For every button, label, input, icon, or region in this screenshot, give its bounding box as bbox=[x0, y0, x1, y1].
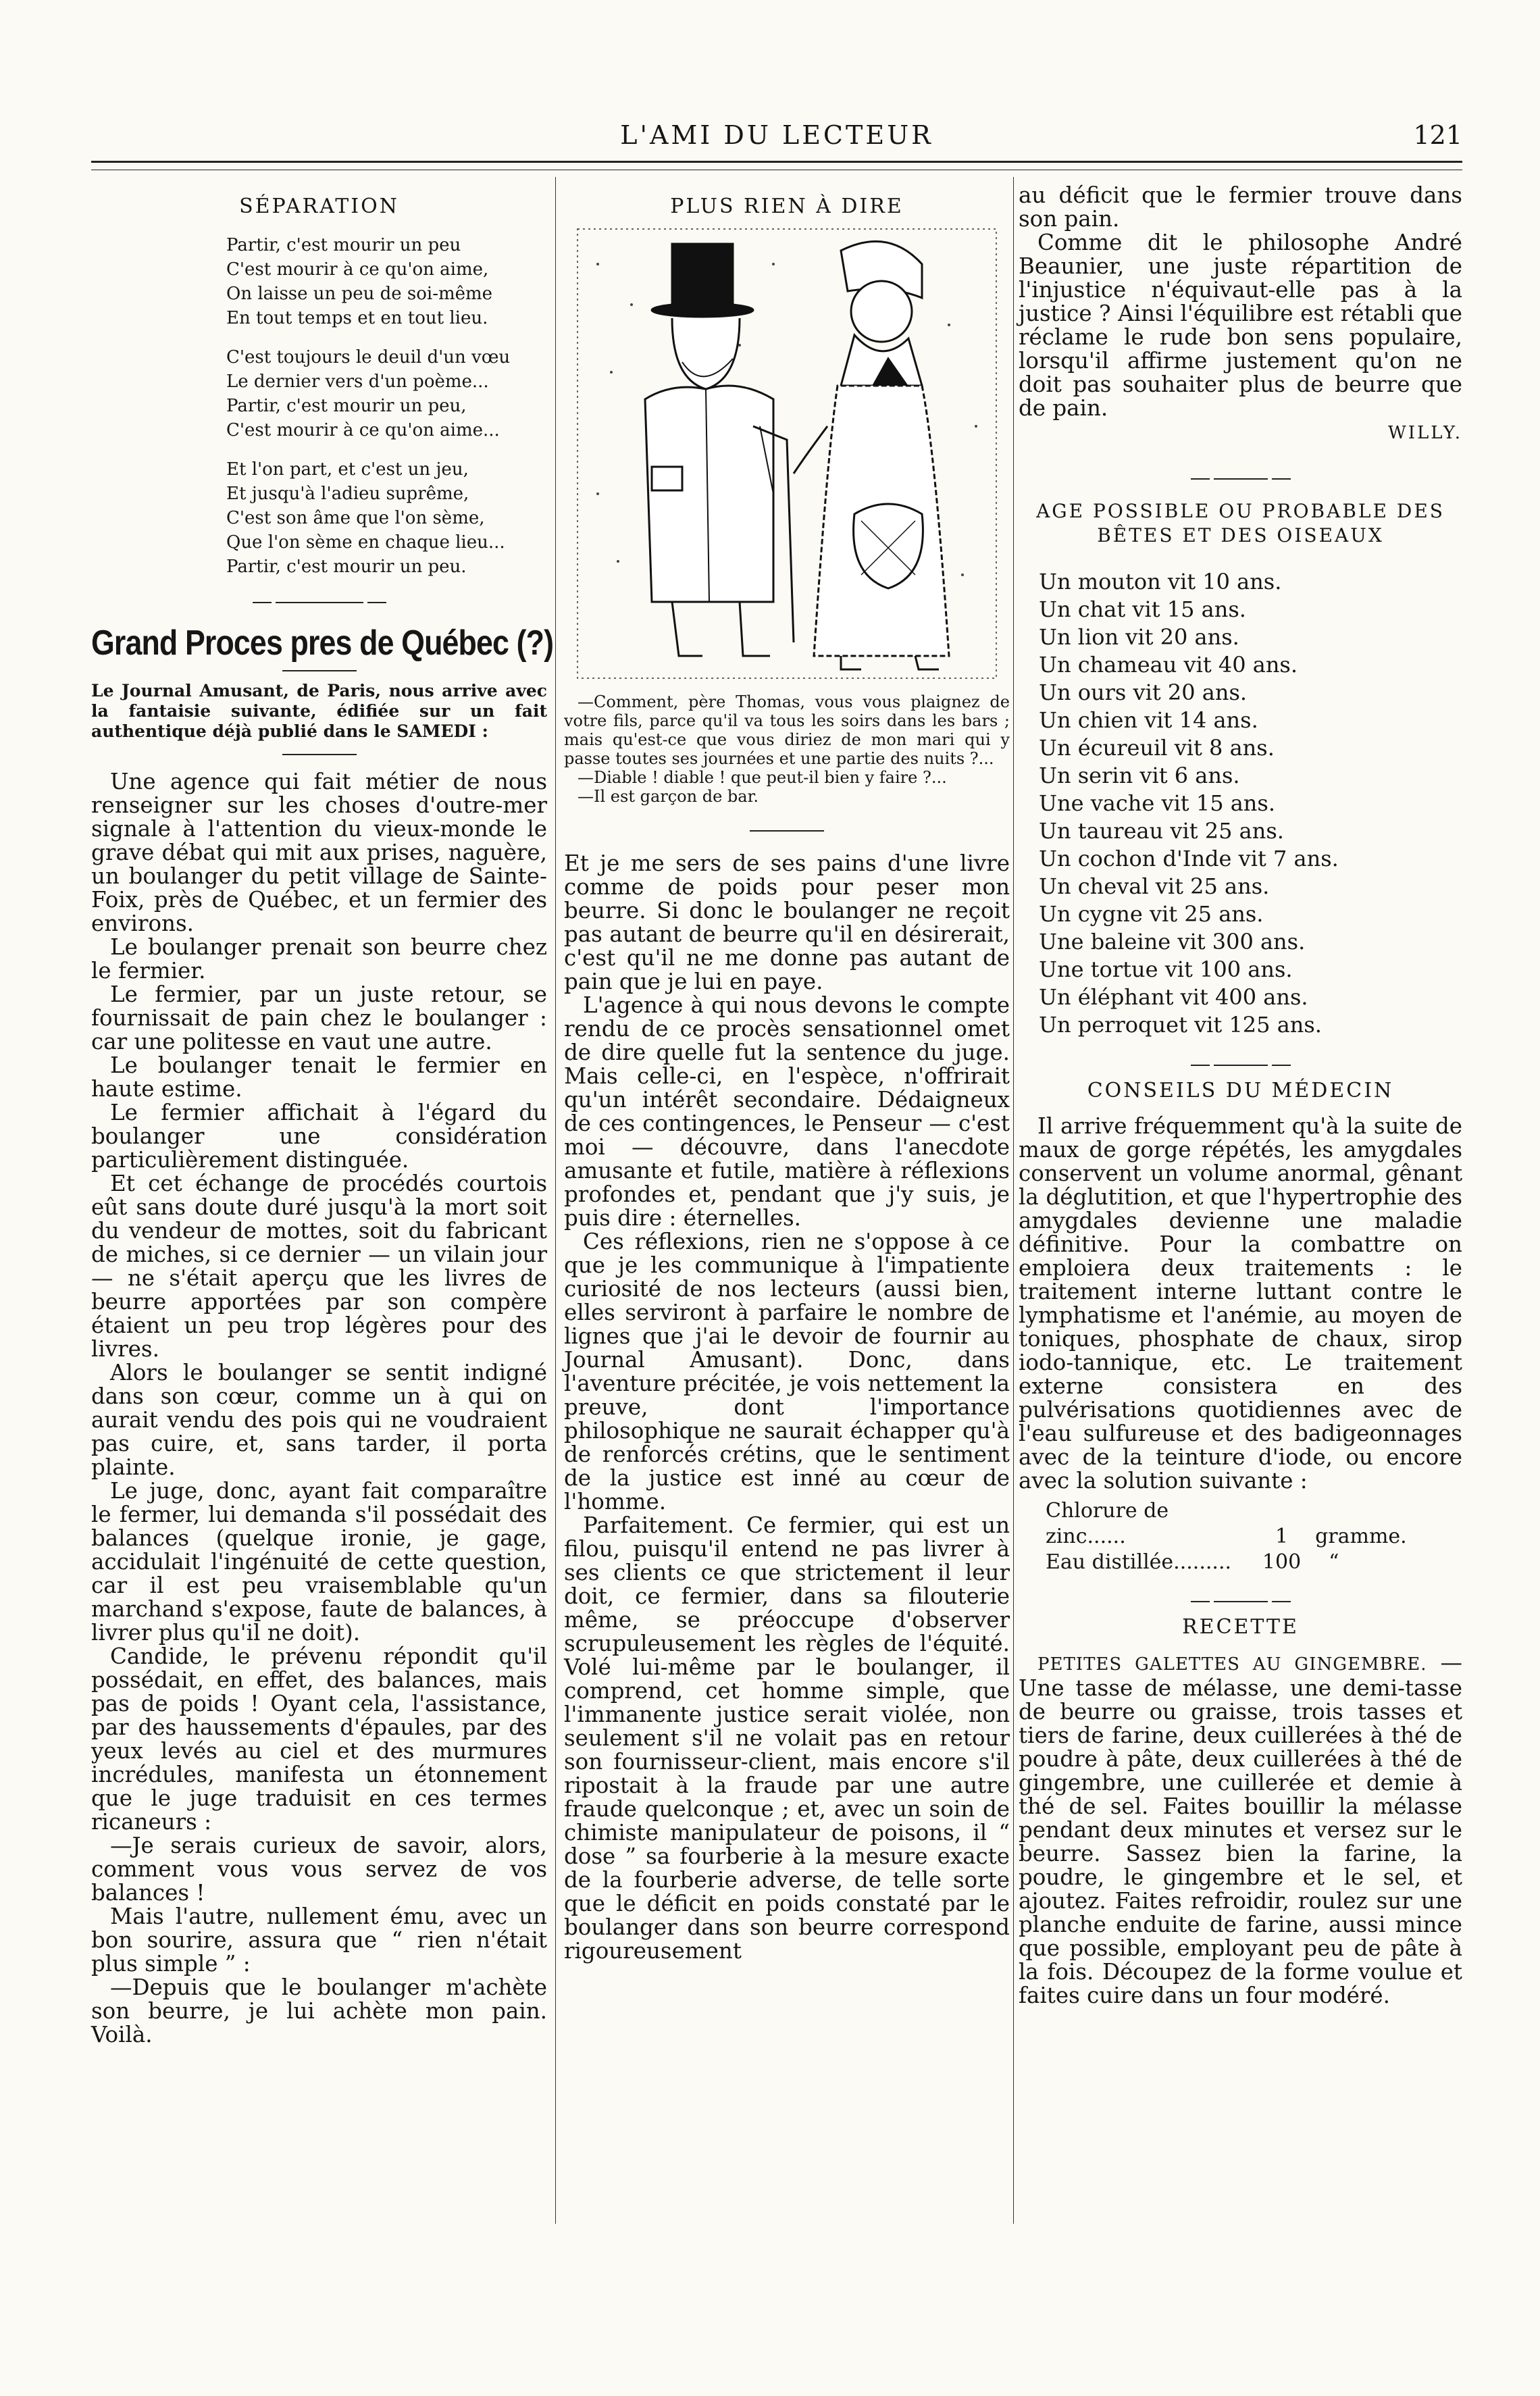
list-item: Une tortue vit 100 ans. bbox=[1039, 957, 1293, 982]
column-3 bbox=[1019, 184, 1462, 2008]
poem-line: C'est son âme que l'on sème, bbox=[226, 508, 485, 528]
article-intro: Le Journal Amusant, de Paris, nous arrive avec la fantaisie suivante, édifiée sur un fait authentique déjà publié dans le SAMEDI : bbox=[91, 681, 547, 741]
poem-stanza bbox=[226, 233, 547, 330]
list-item: Un perroquet vit 125 ans. bbox=[1039, 1012, 1322, 1038]
article-body-col1 bbox=[91, 770, 547, 2047]
page-header bbox=[91, 120, 1462, 161]
paragraph: Comme dit le philosophe André Beaunier, une juste répartition de l'injustice n'équivaut-elle pas à la justice ? Ainsi l'équilibre est rétabli que réclame le rude bon sens populaire, lorsqu'il affirme justement qu'on ne doit pas souhaiter plus de beurre que de pain. bbox=[1019, 230, 1462, 421]
medecin-title: CONSEILS DU MÉDECIN bbox=[1087, 1079, 1394, 1102]
paragraph: Le boulanger tenait le fermier en haute estime. bbox=[91, 1052, 547, 1102]
caption-line: —Diable ! diable ! que peut-il bien y faire ?... bbox=[578, 768, 947, 787]
page-number: 121 bbox=[1413, 120, 1462, 150]
formula-row bbox=[1046, 1550, 1462, 1575]
poem-stanza bbox=[226, 345, 547, 442]
paragraph: au déficit que le fermier trouve dans son pain. bbox=[1019, 182, 1462, 232]
paragraph: Il arrive fréquemment qu'à la suite de maux de gorge répétés, les amygdales conservent un volume anormal, gênant la déglutition, et que l'hypertrophie des amygdales devienne une maladie définitive. Pour la combattre on emploiera deux traitements : le traitement interne luttant contre le lymphatisme et l'anémie, au moyen de toniques, phosphate de chaux, sirop iodo-tannique, etc. Le traitement externe consistera en des pulvérisations quotidiennes avec de l'eau sulfureuse et des badigeonnages avec de la teinture d'iode, ou encore avec la solution suivante : bbox=[1019, 1113, 1462, 1494]
poem-line: C'est toujours le deuil d'un vœu bbox=[226, 347, 511, 367]
cartoon-illustration bbox=[571, 224, 1003, 683]
paragraph: Parfaitement. Ce fermier, qui est un filou, puisqu'il entend ne pas livrer à ses clients ce que strictement il leur doit, ce fermier, dans sa filouterie même, se préoccupe d'observer scrupuleusement les règles de l'équité. Volé lui-même par le boulanger, il comprend, cet homme simple, que l'immanente justice serait violée, non seulement s'il ne volait pas en retour son fournisseur-client, mais encore s'il ripostait à la fraude par une autre fraude quelconque ; et, avec un soin de chimiste manipulateur de poisons, il “ dose ” sa fourberie à la mesure exacte de la fourberie adverse, de telle sorte que le déficit en poids constaté par le boulanger dans son beurre correspond rigoureusement bbox=[564, 1512, 1010, 1964]
paragraph: Le fermier affichait à l'égard du boulanger une considération particulièrement distinguée. bbox=[91, 1100, 547, 1173]
paragraph: Et je me sers de ses pains d'une livre comme de poids pour peser mon beurre. Si donc le boulanger ne reçoit pas autant de beurre qu'il en désirerait, c'est qu'il ne me donne pas autant de pain que je lui en paye. bbox=[564, 850, 1010, 994]
formula-unit: “ bbox=[1329, 1550, 1339, 1574]
article-signature: WILLY. bbox=[1388, 423, 1462, 443]
list-item: Un lion vit 20 ans. bbox=[1039, 624, 1239, 650]
ornament-divider bbox=[1019, 1056, 1462, 1073]
caption-line: —Comment, père Thomas, vous vous plaignez de votre fils, parce qu'il va tous les soirs dans les bars ; mais qu'est-ce que vous diriez de mon mari qui y passe toutes ses journées et une partie des nuits ?... bbox=[564, 692, 1010, 768]
poem-line: Partir, c'est mourir un peu. bbox=[226, 557, 467, 577]
formula-row bbox=[1046, 1498, 1462, 1550]
woman-figure bbox=[794, 241, 949, 669]
paragraph: Le juge, donc, ayant fait comparaître le fermer, lui demanda s'il possédait des balances (quelque ironie, je gage, accidulait l'ingénuité de cette question, car il est peu vraisemblable qu'un marchand s'expose, faute de balances, à livrer plus qu'il ne doit). bbox=[91, 1478, 547, 1646]
paragraph: Candide, le prévenu répondit qu'il possédait, en effet, des balances, mais pas de poids ! Oyant cela, l'assistance, par des haussements d'épaules, par des yeux levés au ciel et des murmures incrédules, manifesta un étonnement que le juge traduisit en ces termes ricaneurs : bbox=[91, 1643, 547, 1835]
formula-name: Eau distillée......... bbox=[1046, 1550, 1232, 1574]
ages-title: AGE POSSIBLE OU PROBABLE DES BÊTES ET DES OISEAUX bbox=[1036, 500, 1445, 546]
poem-line: Que l'on sème en chaque lieu... bbox=[226, 532, 505, 553]
article-body-col2 bbox=[564, 852, 1010, 1963]
intro-rule bbox=[282, 754, 357, 755]
poem-line: On laisse un peu de soi-même bbox=[226, 284, 493, 304]
formula-name: Chlorure de zinc...... bbox=[1046, 1499, 1169, 1548]
paragraph: Et cet échange de procédés courtois eût sans doute duré jusqu'à la mort soit du vendeur de mottes, soit du fabricant de miches, si ce dernier — un vilain jour — ne s'était aperçu que les livres de beurre apportées par son compère étaient un peu trop légères pour des livres. bbox=[91, 1171, 547, 1362]
paragraph: Une agence qui fait métier de nous renseigner sur les choses d'outre-mer signale à l'attention du vieux-monde le grave débat qui mit aux prises, naguère, un boulanger du petit village de Sainte-Foix, près de Québec, et un fermier des environs. bbox=[91, 769, 547, 936]
ages-list bbox=[1039, 568, 1462, 1039]
list-item: Un ours vit 20 ans. bbox=[1039, 680, 1248, 705]
recette-title: RECETTE bbox=[1182, 1615, 1299, 1639]
paragraph: Le boulanger prenait son beurre chez le fermier. bbox=[91, 934, 547, 984]
ornament-divider bbox=[91, 594, 547, 611]
paragraph: Alors le boulanger se sentit indigné dans son cœur, comme un à qui on aurait vendu des pois qui ne voudraient pas cuire, et, sans tarder, il porta plainte. bbox=[91, 1360, 547, 1480]
article-headline: Grand Proces pres de Québec (?) bbox=[91, 623, 554, 663]
list-item: Un éléphant vit 400 ans. bbox=[1039, 984, 1308, 1010]
paragraph: —Depuis que le boulanger m'achète son beurre, je lui achète mon pain. Voilà. bbox=[91, 1974, 547, 2047]
man-figure bbox=[645, 244, 794, 656]
poem-title: SÉPARATION bbox=[239, 195, 399, 218]
list-item: Un chat vit 15 ans. bbox=[1039, 596, 1246, 622]
article-body-col3 bbox=[1019, 184, 1462, 420]
formula-qty: 1 bbox=[1275, 1525, 1289, 1548]
formula bbox=[1046, 1498, 1462, 1575]
list-item: Un mouton vit 10 ans. bbox=[1039, 569, 1282, 594]
column-divider-1 bbox=[555, 177, 556, 2224]
poem-line: Partir, c'est mourir un peu, bbox=[226, 396, 467, 416]
column-divider-2 bbox=[1013, 177, 1014, 2224]
list-item: Une baleine vit 300 ans. bbox=[1039, 929, 1306, 954]
cartoon-title: PLUS RIEN À DIRE bbox=[670, 195, 904, 218]
caption-line: —Il est garçon de bar. bbox=[578, 787, 759, 806]
formula-unit: gramme. bbox=[1315, 1525, 1407, 1548]
poem-line: Et jusqu'à l'adieu suprême, bbox=[226, 484, 469, 504]
column-2 bbox=[564, 182, 1010, 1963]
header-rule bbox=[91, 161, 1462, 170]
list-item: Un cochon d'Inde vit 7 ans. bbox=[1039, 846, 1339, 871]
medecin-body bbox=[1019, 1115, 1462, 1493]
list-item: Un serin vit 6 ans. bbox=[1039, 763, 1240, 788]
headline-rule bbox=[282, 670, 357, 671]
list-item: Une vache vit 15 ans. bbox=[1039, 790, 1275, 816]
poem-line: Partir, c'est mourir un peu bbox=[226, 235, 461, 255]
poem bbox=[226, 233, 547, 579]
paragraph bbox=[1019, 1651, 1462, 2008]
column-1 bbox=[91, 182, 554, 2047]
poem-line: C'est mourir à ce qu'on aime, bbox=[226, 259, 489, 280]
list-item: Un chameau vit 40 ans. bbox=[1039, 652, 1298, 678]
poem-stanza bbox=[226, 457, 547, 579]
list-item: Un cheval vit 25 ans. bbox=[1039, 873, 1270, 899]
formula-qty: 100 bbox=[1262, 1550, 1302, 1574]
poem-line: Et l'on part, et c'est un jeu, bbox=[226, 459, 469, 480]
ornament-divider bbox=[1019, 1593, 1462, 1610]
recette-body bbox=[1019, 1651, 1462, 2008]
list-item: Un taureau vit 25 ans. bbox=[1039, 818, 1284, 844]
paragraph: Le fermier, par un juste retour, se fournissait de pain chez le boulanger : car une politesse en vaut une autre. bbox=[91, 982, 547, 1054]
list-item: Un chien vit 14 ans. bbox=[1039, 707, 1258, 733]
cartoon-caption bbox=[564, 692, 1010, 806]
poem-line: C'est mourir à ce qu'on aime... bbox=[226, 420, 500, 440]
paragraph: Ces réflexions, rien ne s'oppose à ce que je les communique à l'impatiente curiosité de nos lecteurs (aussi bien, elles serviront à parfaire le nombre de lignes que j'ai le devoir de fournir au Journal Amusant). Donc, dans l'aventure précitée, je vois nettement la preuve, dont l'importance philosophique ne saurait échapper qu'à de renforcés crétins, que le sentiment de la justice est inné au cœur de l'homme. bbox=[564, 1229, 1010, 1514]
caption-rule bbox=[750, 830, 824, 832]
poem-line: Le dernier vers d'un poème... bbox=[226, 372, 489, 392]
recette-lead: PETITES GALETTES AU GINGEMBRE. bbox=[1037, 1654, 1427, 1675]
paragraph: Mais l'autre, nullement ému, avec un bon sourire, assura que “ rien n'était plus simple ” : bbox=[91, 1904, 547, 1977]
list-item: Un cygne vit 25 ans. bbox=[1039, 901, 1264, 927]
recette-text: — Une tasse de mélasse, une demi-tasse de beurre ou graisse, trois tasses et tiers de farine, deux cuillerées à thé de poudre à pâte, deux cuillerées à thé de gingembre, une cuillerée et demie à thé de sel. Faites bouillir la mélasse pendant deux minutes et versez sur le beurre. Sassez bien la farine, la poudre, le gingembre et le sel, et ajoutez. Faites refroidir, roulez sur une planche enduite de farine, aussi mince que possible, employant peu de pâte à la fois. Découpez de la forme voulue et faites cuire dans un four modéré. bbox=[1019, 1650, 1462, 2008]
ornament-divider bbox=[1019, 470, 1462, 487]
list-item: Un écureuil vit 8 ans. bbox=[1039, 735, 1275, 761]
journal-title: L'AMI DU LECTEUR bbox=[620, 120, 933, 150]
poem-line: En tout temps et en tout lieu. bbox=[226, 308, 488, 328]
paragraph: —Je serais curieux de savoir, alors, comment vous vous servez de vos balances ! bbox=[91, 1833, 547, 1906]
paragraph: L'agence à qui nous devons le compte rendu de ce procès sensationnel omet de dire quelle fut la sentence du juge. Mais celle-ci, en l'espèce, n'offrirait qu'un intérêt secondaire. Dédaigneux de ces contingences, le Penseur — c'est moi — découvre, dans l'anecdote amusante et futile, matière à réflexions profondes et, pendant que j'y suis, je puis dire : éternelles. bbox=[564, 992, 1010, 1231]
